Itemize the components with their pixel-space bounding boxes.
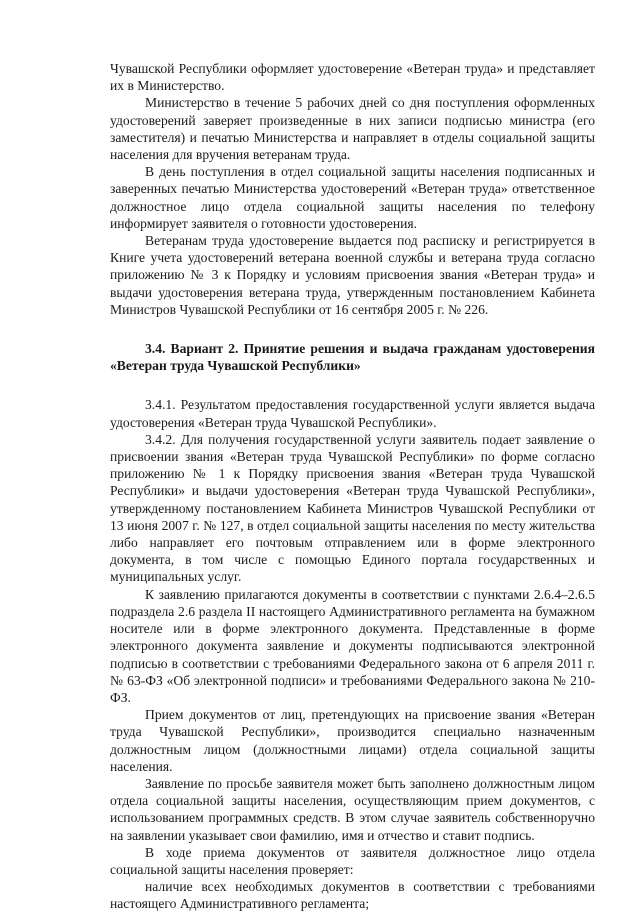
paragraph-document-reception: Прием документов от лиц, претендующих на присвоение звания «Ветеран труда Чувашской Республики», производится специально назначенным должностным лицом (должностными лицами) отдела социальной защиты населения. <box>110 707 595 774</box>
paragraph-notification: В день поступления в отдел социальной защиты населения подписанных и заверенных печатью Министерства удостоверений «Ветеран труда» ответственное должностное лицо отдела социальной защиты населения по телефону информирует заявителя о готовности удостоверения. <box>110 164 595 231</box>
paragraph-3-4-1: 3.4.1. Результатом предоставления государственной услуги является выдача удостоверения «Ветеран труда Чувашской Республики». <box>110 397 595 430</box>
document-page <box>110 60 595 913</box>
paragraph-3-4-2: 3.4.2. Для получения государственной услуги заявитель подает заявление о присвоении звания «Ветеран труда Чувашской Республики» по форме согласно приложению № 1 к Порядку присвоения звания «Ветеран труда Чувашской Республики» и выдачи удостоверения «Ветеран труда Чувашской Республики», утвержденному постановлением Кабинета Министров Чувашской Республики от 13 июня 2007 г. № 127, в отдел социальной защиты населения по месту жительства либо направляет его почтовым отправлением или в форме электронного документа, в том числе с помощью Единого портала государственных и муниципальных услуг. <box>110 431 595 585</box>
paragraph-ministry-certification: Министерство в течение 5 рабочих дней со дня поступления оформленных удостоверений заверяет произведенные в них записи подписью министра (его заместителя) и печатью Министерства и направляет в отделы социальной защиты населения для вручения ветеранам труда. <box>110 95 595 163</box>
paragraph-attached-documents: К заявлению прилагаются документы в соответствии с пунктами 2.6.4–2.6.5 подраздела 2.6 раздела II настоящего Административного регламента на бумажном носителе или в форме электронного документа. Представленные в форме электронного документа заявление и документы подписываются электронной подписью в соответствии с требованиями Федерального закона от 6 апреля 2011 г. № 63-ФЗ «Об электронной подписи» и требованиями Федерального закона № 210-ФЗ. <box>110 586 595 705</box>
paragraph-filling-application: Заявление по просьбе заявителя может быть заполнено должностным лицом отдела социальной защиты населения, осуществляющим прием документов, с использованием программных средств. В этом случае заявитель собственноручно на заявлении указывает свои фамилию, имя и отчество и ставит подпись. <box>110 775 595 843</box>
paragraph-issuance: Ветеранам труда удостоверение выдается под расписку и регистрируется в Книге учета удостоверений ветерана военной службы и ветерана труда согласно приложению № 3 к Порядку и условиям присвоения звания «Ветеран труда» и выдачи удостоверения ветерана труда, утвержденным постановлением Кабинета Министров Чувашской Республики от 16 сентября 2005 г. № 226. <box>110 233 595 317</box>
paragraph-continuation: Чувашской Республики оформляет удостоверение «Ветеран труда» и представляет их в Министерство. <box>110 61 595 94</box>
paragraph-check-item: наличие всех необходимых документов в соответствии с требованиями настоящего Административного регламента; <box>110 879 595 912</box>
section-heading: 3.4. Вариант 2. Принятие решения и выдача гражданам удостоверения «Ветеран труда Чувашской Республики» <box>110 341 595 374</box>
paragraph-verification: В ходе приема документов от заявителя должностное лицо отдела социальной защиты населения проверяет: <box>110 844 595 877</box>
